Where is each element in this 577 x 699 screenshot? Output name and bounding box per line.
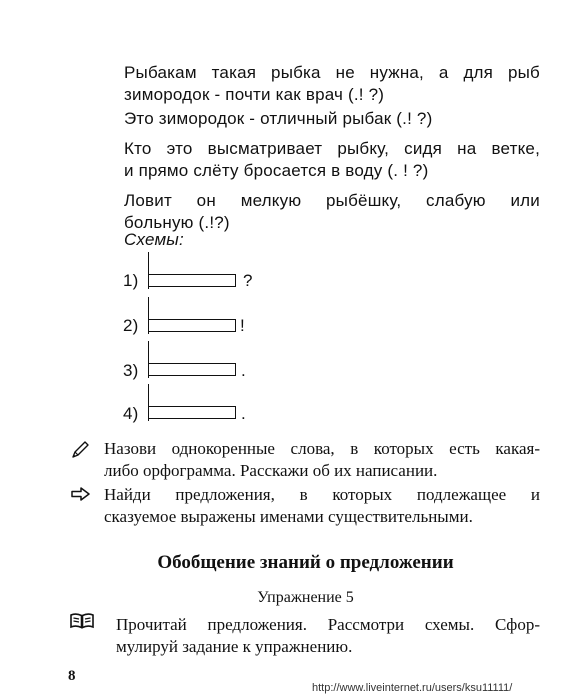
- pencil-icon: [70, 440, 90, 465]
- arrow-right-icon: [70, 486, 92, 507]
- source-url: http://www.liveinternet.ru/users/ksu11111/: [312, 682, 513, 694]
- sentence-line: Кто это высматривает рыбку, сидя на ветке,: [124, 139, 540, 158]
- book-icon: [69, 612, 95, 635]
- scheme-box: [149, 406, 236, 419]
- sentence-line: Ловит он мелкую рыбёшку, слабую или: [124, 191, 540, 210]
- exercise-text: [116, 614, 540, 658]
- scheme-mark: .: [241, 361, 246, 380]
- task-line: либо орфограмма. Расскажи об их написании.: [104, 461, 438, 480]
- scheme-box: [149, 319, 236, 332]
- scheme-number: 4): [123, 404, 139, 423]
- scheme-mark: !: [240, 316, 245, 335]
- exercise-line: мулируй задание к упражнению.: [116, 637, 353, 656]
- schemes-label: Схемы:: [124, 230, 184, 249]
- section-title: Обобщение знаний о предложении: [157, 552, 454, 573]
- exercise-line: Прочитай предложения. Рассмотри схемы. Сфор-: [116, 615, 540, 634]
- sentences-block: [124, 62, 540, 234]
- task-line: Назови однокоренные слова, в которых есть какая-: [104, 439, 540, 458]
- sentence-3: [124, 138, 540, 182]
- scheme-2: [123, 297, 263, 337]
- sentence-line: зимородок - почти как врач (.! ?): [124, 85, 385, 104]
- sentence-line: больную (.!?): [124, 213, 230, 232]
- scheme-box: [149, 274, 236, 287]
- scheme-1: [123, 252, 263, 292]
- scheme-3: [123, 341, 263, 381]
- sentence-line: и прямо слёту бросается в воду (. ! ?): [124, 161, 429, 180]
- scheme-box: [149, 363, 236, 376]
- sentence-line: Это зимородок - отличный рыбак (.! ?): [124, 109, 433, 128]
- sentence-2: [124, 108, 540, 130]
- scheme-mark: ?: [243, 271, 253, 290]
- scheme-mark: .: [241, 404, 246, 423]
- sentence-4: [124, 190, 540, 234]
- task-line: Найди предложения, в которых подлежащее и: [104, 485, 540, 504]
- scheme-number: 3): [123, 361, 139, 380]
- scheme-number: 1): [123, 271, 139, 290]
- sentence-1: [124, 62, 540, 106]
- exercise-title: Упражнение 5: [257, 589, 354, 606]
- task-line: сказуемое выражены именами существительными.: [104, 507, 473, 526]
- task-1: [104, 438, 540, 482]
- scheme-number: 2): [123, 316, 139, 335]
- task-2: [104, 484, 540, 528]
- scheme-4: [123, 384, 263, 424]
- page-number: 8: [68, 668, 76, 684]
- sentence-line: Рыбакам такая рыбка не нужна, а для рыб: [124, 63, 540, 82]
